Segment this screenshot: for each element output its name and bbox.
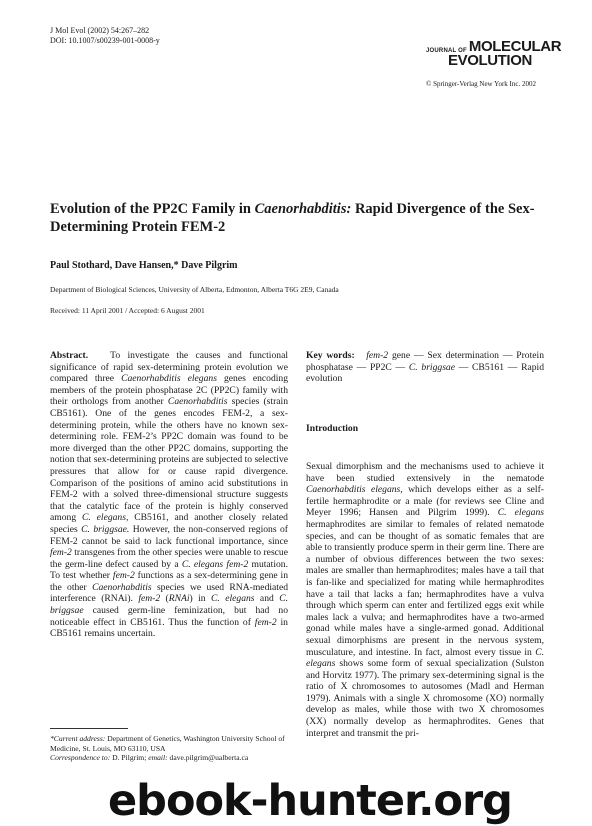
- abstract-text: caused germ-line feminization, but had no noticeable effect in CB5161. Thus the function of: [50, 605, 288, 628]
- abstract-italic: fem-2: [112, 570, 135, 582]
- footnote-text: Department of Genetics, Washington University School of Medicine, St. Louis, MO 63110, USA: [50, 734, 285, 753]
- abstract-italic: C. briggsae: [50, 593, 288, 617]
- footnote-rule: [50, 728, 128, 729]
- watermark: ebook-hunter.org: [108, 776, 512, 826]
- abstract-italic: C. elegans,: [81, 512, 129, 524]
- abstract-text: (: [160, 593, 169, 605]
- key-words-italic: fem-2: [366, 350, 389, 361]
- footnote-current-address: [50, 734, 290, 753]
- title-italic: Caenorhabditis:: [254, 201, 352, 217]
- logo-small-text: JOURNAL OF: [426, 48, 467, 54]
- abstract-text: and: [254, 593, 280, 605]
- authors: Paul Stothard, Dave Hansen,* Dave Pilgrim: [50, 260, 238, 271]
- intro-text: hermaphrodites are similar to females of related nematode species, and can be thought of as somatic females that are able to transiently produce sperm in their germ line. There are a number of obvious differences between the two sexes: males are smaller than hermaphrodites; males have a tail that is fan-like and specialized for mating while hermaphrodites have a tail that lacks a fan; hermaphrodites have a vulva through which sperm can enter and fertilized eggs exit while males lack a vulva; and hermaphrodites have a two-armed gonad while males have a single-armed gonad. Additional sexual dimorphisms are present in the nervous system, musculature, and intestine. In fact, almost every tissue in: [306, 518, 544, 658]
- journal-citation: J Mol Evol (2002) 54:267–282: [50, 26, 150, 35]
- abstract-text: However, the non-conserved regions of FEM-2 cannot be said to lack functional importance, since: [50, 523, 288, 547]
- key-words: [306, 350, 544, 385]
- footnote-label: *Current address:: [50, 734, 106, 743]
- abstract-text: To investigate the causes and functional significance of rapid sex-determining protein evolution we compared three: [50, 350, 288, 385]
- abstract-italic: RNAi: [168, 593, 190, 605]
- abstract-italic: fem-2: [254, 616, 277, 628]
- intro-text: shows some form of sexual specialization (Sulston and Horvitz 1977). The primary sex-determining signal is the ratio of X chromosomes to autosomes (Madl and Herman 1979). Animals with a single X chromosome (XO) normally develop as males, while those with two X chromosomes (XX) normally develop as hermaphrodites. Genes that interpret and transmit the pri-: [306, 658, 544, 739]
- abstract-text: genes encoding members of the protein phosphatase 2C (PP2C) family with their orthologs from another: [50, 373, 289, 408]
- intro-italic: Caenorhabditis elegans,: [306, 484, 403, 496]
- article-title: [50, 200, 550, 236]
- abstract-italic: Caenorhabditis: [167, 396, 228, 408]
- abstract-text: mutation. To test whether: [50, 558, 288, 582]
- abstract-italic: C. elegans fem-2: [181, 558, 249, 570]
- footnote-label: email:: [148, 753, 168, 763]
- email-address: dave.pilgrim@ualberta.ca: [167, 753, 249, 763]
- abstract-italic: fem-2: [138, 593, 161, 605]
- abstract-text: in CB5161 remains uncertain.: [50, 616, 288, 640]
- abstract-text: transgenes from the other species were unable to rescue the germ-line defect caused by a: [50, 547, 288, 570]
- intro-text: Sexual dimorphism and the mechanisms used to achieve it have been studied extensively in the nematode: [306, 461, 544, 484]
- introduction-heading: Introduction: [306, 423, 359, 434]
- doi: DOI: 10.1007/s00239-001-0008-y: [50, 36, 160, 45]
- intro-italic: C. elegans: [497, 507, 544, 519]
- footnote: [50, 734, 290, 763]
- footnote-correspondence: [50, 753, 290, 763]
- abstract-text: species (strain CB5161). One of the genes encodes FEM-2, a sex-determining protein, while the others have no known sex-determining role. FEM-2’s PP2C domain was found to be more diverged than the other PP2C domains, supporting the notion that sex-determining proteins are subjected to selective pressures that allow for or cause rapid divergence. Comparison of the positions of amino acid substitutions in FEM-2 with a solved three-dimensional structure suggests that the catalytic face of the protein is highly conserved among: [50, 396, 288, 524]
- title-part-1: Evolution of the PP2C Family in: [50, 201, 255, 217]
- key-words-text: gene — Sex determination — Protein phosphatase — PP2C —: [306, 350, 544, 373]
- abstract-label: Abstract.: [50, 350, 89, 361]
- abstract: [50, 350, 288, 640]
- title-part-2: Rapid Divergence of the Sex-Determining Protein FEM-2: [50, 201, 535, 235]
- received-accepted-dates: Received: 11 April 2001 / Accepted: 6 August 2001: [50, 306, 205, 315]
- intro-text: which develops either as a self-fertile hermaphrodite or a male (for reviews see Cline and Meyer 1996; Hansen and Pilgrim 1999).: [306, 484, 544, 519]
- journal-header: [50, 26, 160, 46]
- copyright: © Springer-Verlag New York Inc. 2002: [426, 80, 536, 88]
- affiliation: Department of Biological Sciences, University of Alberta, Edmonton, Alberta T6G 2E9, Canada: [50, 285, 339, 294]
- key-words-label: Key words:: [306, 350, 355, 361]
- abstract-text: CB5161, and another closely related species: [50, 512, 288, 535]
- intro-italic: C. elegans: [306, 646, 544, 670]
- abstract-text: species we used RNA-mediated interference (RNAi).: [50, 581, 289, 605]
- journal-logo: [426, 38, 562, 69]
- footnote-text: D. Pilgrim;: [110, 753, 149, 763]
- logo-word-evolution: EVOLUTION: [448, 52, 532, 69]
- logo-word-molecular: MOLECULAR: [468, 38, 562, 55]
- abstract-italic: C. elegans: [211, 593, 255, 605]
- abstract-italic: Caenorhabditis elegans: [121, 373, 217, 385]
- footnote-label: Correspondence to:: [50, 753, 111, 763]
- abstract-italic: fem-2: [50, 547, 72, 559]
- abstract-text: functions as a sex-determining gene in the other: [50, 570, 288, 593]
- key-words-italic: C. briggsae: [408, 361, 455, 373]
- key-words-text: — CB5161 — Rapid evolution: [306, 361, 544, 385]
- introduction-body: [306, 461, 544, 739]
- abstract-italic: Caenorhabditis: [92, 581, 152, 593]
- abstract-text: ) in: [189, 593, 212, 605]
- abstract-italic: C. briggsae.: [81, 523, 130, 535]
